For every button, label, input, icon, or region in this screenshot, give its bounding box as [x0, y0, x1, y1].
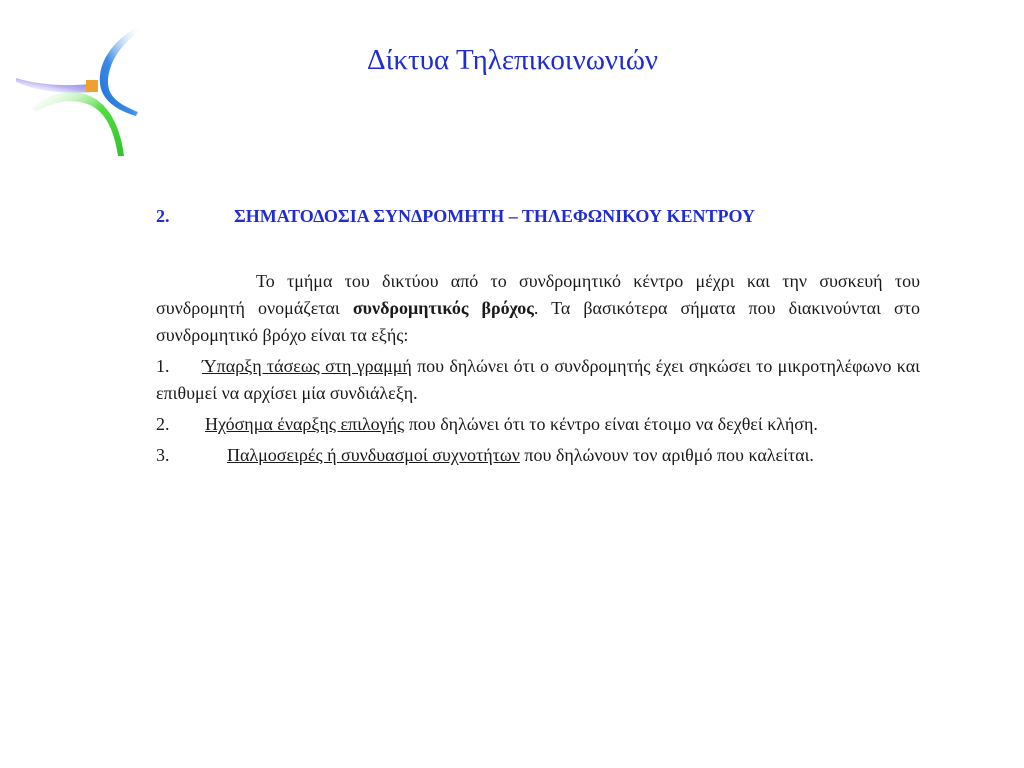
- pinwheel-logo-icon: [12, 22, 152, 160]
- list-item-text: που δηλώνει ότι το κέντρο είναι έτοιμο να δεχθεί κλήση.: [404, 414, 818, 434]
- section-heading: [156, 206, 755, 227]
- intro-bold-term: συνδρομητικός βρόχος: [352, 298, 534, 318]
- slide-body: [156, 268, 920, 469]
- intro-paragraph: [156, 268, 920, 349]
- list-item-number: 2.: [156, 414, 170, 434]
- list-item: [156, 353, 920, 407]
- list-item-number: 3.: [156, 445, 170, 465]
- section-heading-text: ΣΗΜΑΤΟΔΟΣΙΑ ΣΥΝΔΡΟΜΗΤΗ – ΤΗΛΕΦΩΝΙΚΟΥ ΚΕΝΤΡΟΥ: [234, 206, 755, 226]
- list-item-text: που δηλώνουν τον αριθμό που καλείται.: [519, 445, 814, 465]
- list-item-number: 1.: [156, 356, 170, 376]
- intro-text-after: . Τα βασικότερα σήματα που διακινούνται στο συνδρομητικό βρόχο είναι τα εξής:: [156, 298, 920, 345]
- list-item: [156, 442, 920, 469]
- section-number: 2.: [156, 206, 170, 226]
- list-item-term: Ηχόσημα έναρξης επιλογής: [205, 414, 405, 434]
- list-item: [156, 411, 920, 438]
- list-item-term: Παλμοσειρές ή συνδυασμοί συχνοτήτων: [227, 445, 520, 465]
- intro-text-before: Το τμήμα του δικτύου από το συνδρομητικό κέντρο μέχρι και την συσκευή του συνδρομητή ονομάζεται: [156, 271, 920, 318]
- list-item-term: Ύπαρξη τάσεως στη γραμμή: [202, 356, 412, 376]
- list-item-text: που δηλώνει ότι ο συνδρομητής έχει σηκώσει το μικροτηλέφωνο και επιθυμεί να αρχίσει μία συνδιάλεξη.: [156, 356, 920, 403]
- slide-title: Δίκτυα Τηλεπικοινωνιών: [366, 44, 659, 76]
